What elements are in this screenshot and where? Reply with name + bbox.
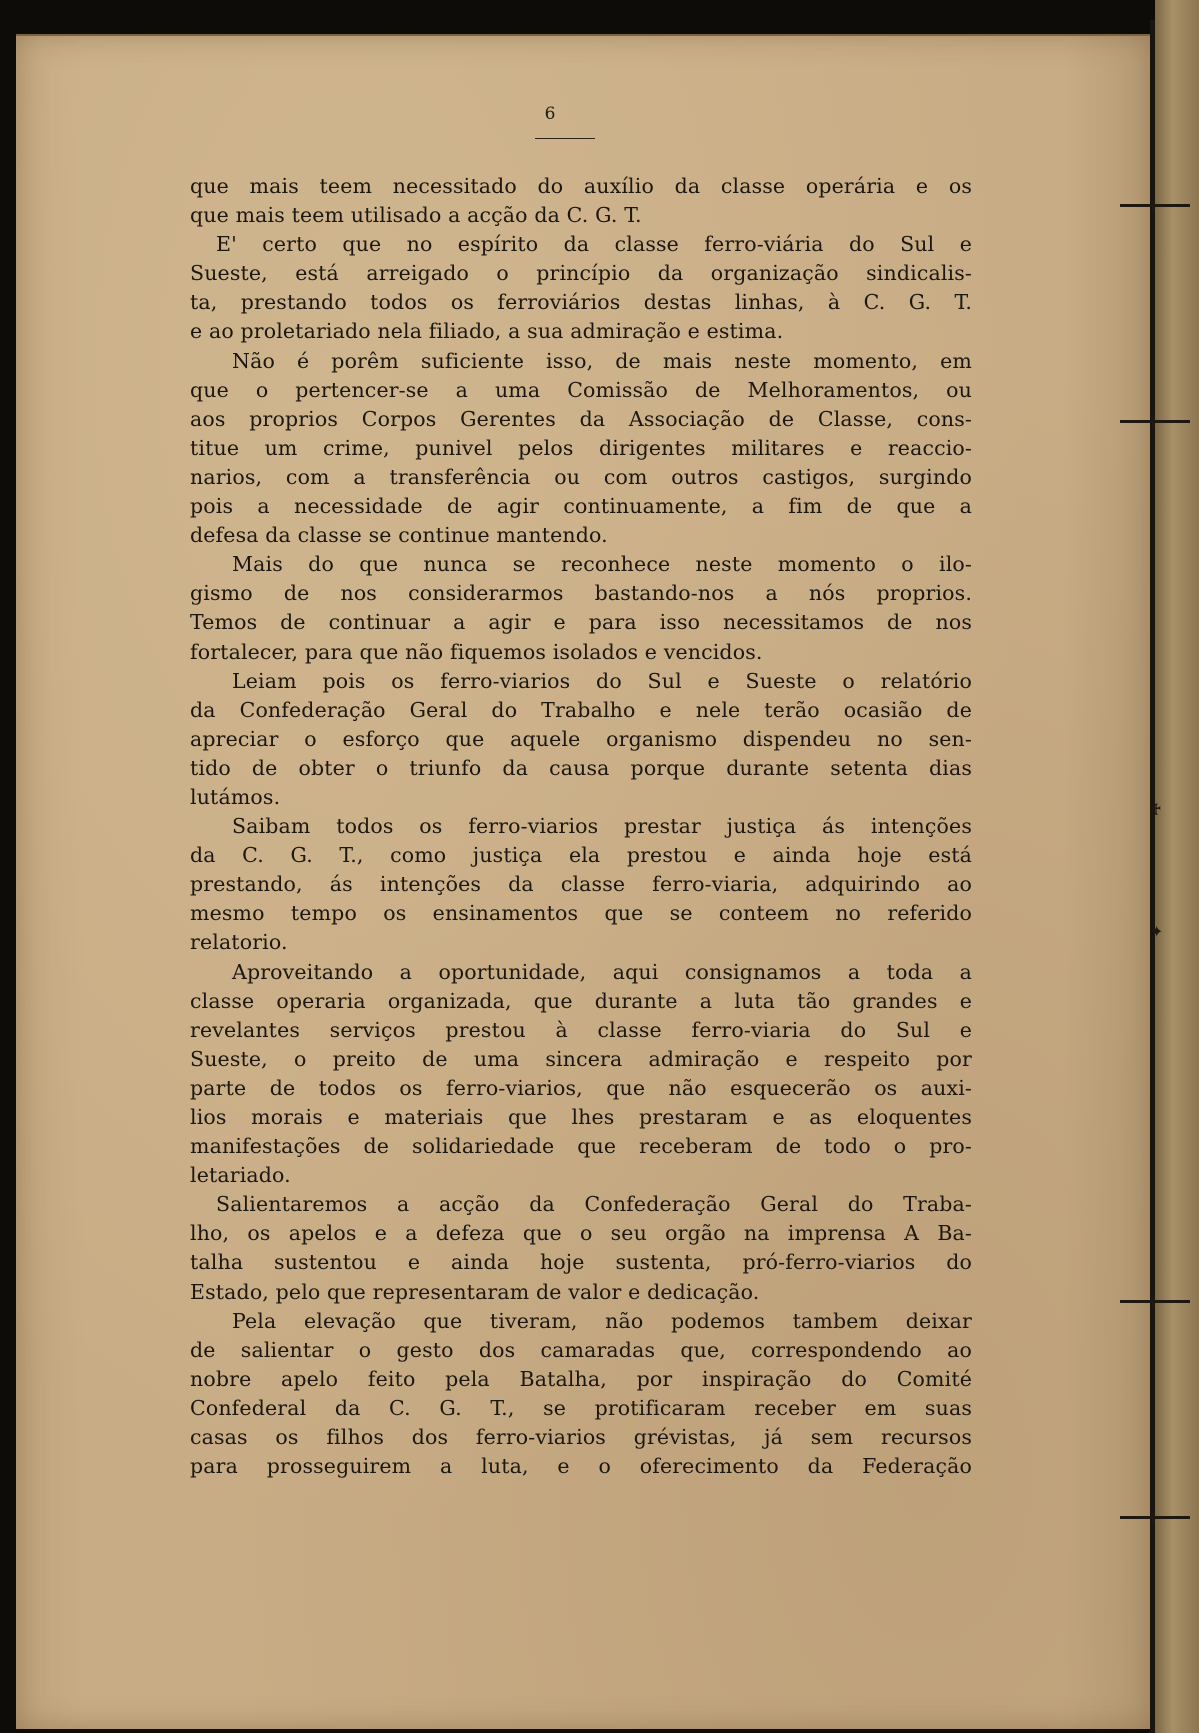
text-line: Saibam todos os ferro-viarios prestar justiça ás intenções (232, 814, 972, 839)
text-line: relatorio. (190, 930, 288, 955)
binding-stitch (1120, 420, 1190, 423)
text-line: gismo de nos considerarmos bastando-nos a nós proprios. (190, 581, 972, 606)
text-line: que mais teem necessitado do auxílio da classe operária e os (190, 174, 972, 198)
text-line: nobre apelo feito pela Batalha, por inspiração do Comité (190, 1366, 972, 1391)
text-line: Salientaremos a acção da Confederação Geral do Traba- (216, 1192, 972, 1217)
text-line: Aproveitando a oportunidade, aqui consignamos a toda a (232, 959, 972, 984)
binding-mark-icon: ✦ (1150, 922, 1164, 941)
text-line: classe operaria organizada, que durante a luta tão grandes e (190, 988, 972, 1013)
text-line: Mais do que nunca se reconhece neste momento o ilo- (232, 552, 972, 577)
body-text (190, 172, 972, 1481)
text-line: Estado, pelo que representaram de valor e dedicação. (190, 1279, 760, 1304)
text-line: aos proprios Corpos Gerentes da Associação de Classe, cons- (190, 406, 972, 431)
text-line: tido de obter o triunfo da causa porque durante setenta dias (190, 755, 972, 780)
text-line: Sueste, o preito de uma sincera admiração e respeito por (190, 1046, 972, 1071)
text-line: pois a necessidade de agir continuamente, a fim de que a (190, 494, 972, 519)
text-line: parte de todos os ferro-viarios, que não esquecerão os auxi- (190, 1075, 972, 1100)
text-line: defesa da classe se continue mantendo. (190, 523, 608, 548)
text-line: lios morais e materiais que lhes prestaram e as eloquentes (190, 1105, 972, 1129)
text-line: talha sustentou e ainda hoje sustenta, pró-ferro-viarios do (190, 1250, 972, 1275)
text-line: que mais teem utilisado a acção da C. G. T. (190, 203, 642, 228)
text-line: da C. G. T., como justiça ela prestou e ainda hoje está (190, 843, 972, 868)
text-line: lho, os apelos e a defeza que o seu orgão na imprensa A Ba- (190, 1221, 972, 1246)
text-line: titue um crime, punivel pelos dirigentes militares e reaccio- (190, 435, 972, 460)
text-line: narios, com a transferência ou com outros castigos, surgindo (190, 464, 972, 489)
binding-strip (1155, 0, 1199, 1733)
text-line: letariado. (190, 1163, 291, 1188)
text-line: Pela elevação que tiveram, não podemos tambem deixar (232, 1308, 972, 1333)
text-line: E' certo que no espírito da classe ferro-viária do Sul e (216, 232, 972, 257)
text-line: apreciar o esforço que aquele organismo dispendeu no sen- (190, 726, 972, 751)
binding-stitch (1120, 1516, 1190, 1519)
text-line: Confederal da C. G. T., se protificaram receber em suas (190, 1395, 972, 1420)
text-line: prestando, ás intenções da classe ferro-viaria, adquirindo ao (190, 872, 972, 897)
text-line: casas os filhos dos ferro-viarios grévistas, já sem recursos (190, 1425, 972, 1450)
text-line: revelantes serviços prestou à classe ferro-viaria do Sul e (190, 1017, 972, 1042)
page-spine-edge (1150, 20, 1155, 1733)
text-line: para prosseguirem a luta, e o oferecimento da Federação (190, 1454, 972, 1479)
text-line: Temos de continuar a agir e para isso necessitamos de nos (190, 610, 972, 635)
text-line: Não é porêm suficiente isso, de mais neste momento, em (232, 348, 972, 373)
binding-mark-icon: ♰ (1150, 800, 1162, 819)
text-line: e ao proletariado nela filiado, a sua admiração e estima. (190, 319, 784, 344)
binding-stitch (1120, 1300, 1190, 1303)
text-line: manifestações de solidariedade que receberam de todo o pro- (190, 1134, 972, 1159)
page-number-rule (535, 138, 595, 139)
text-line: que o pertencer-se a uma Comissão de Melhoramentos, ou (190, 377, 972, 402)
text-line: mesmo tempo os ensinamentos que se conteem no referido (190, 901, 972, 926)
binding-stitch (1120, 204, 1190, 207)
text-line: Leiam pois os ferro-viarios do Sul e Sueste o relatório (232, 668, 972, 693)
text-line: de salientar o gesto dos camaradas que, correspondendo ao (190, 1337, 972, 1362)
text-line: lutámos. (190, 784, 281, 809)
text-line: fortalecer, para que não fiquemos isolados e vencidos. (190, 639, 763, 664)
text-line: Sueste, está arreigado o princípio da organização sindicalis- (190, 261, 972, 286)
text-line: da Confederação Geral do Trabalho e nele terão ocasião de (190, 697, 972, 722)
text-line: ta, prestando todos os ferroviários destas linhas, à C. G. T. (190, 290, 972, 315)
page-number: 6 (544, 104, 556, 124)
page-top-edge (16, 34, 1150, 36)
